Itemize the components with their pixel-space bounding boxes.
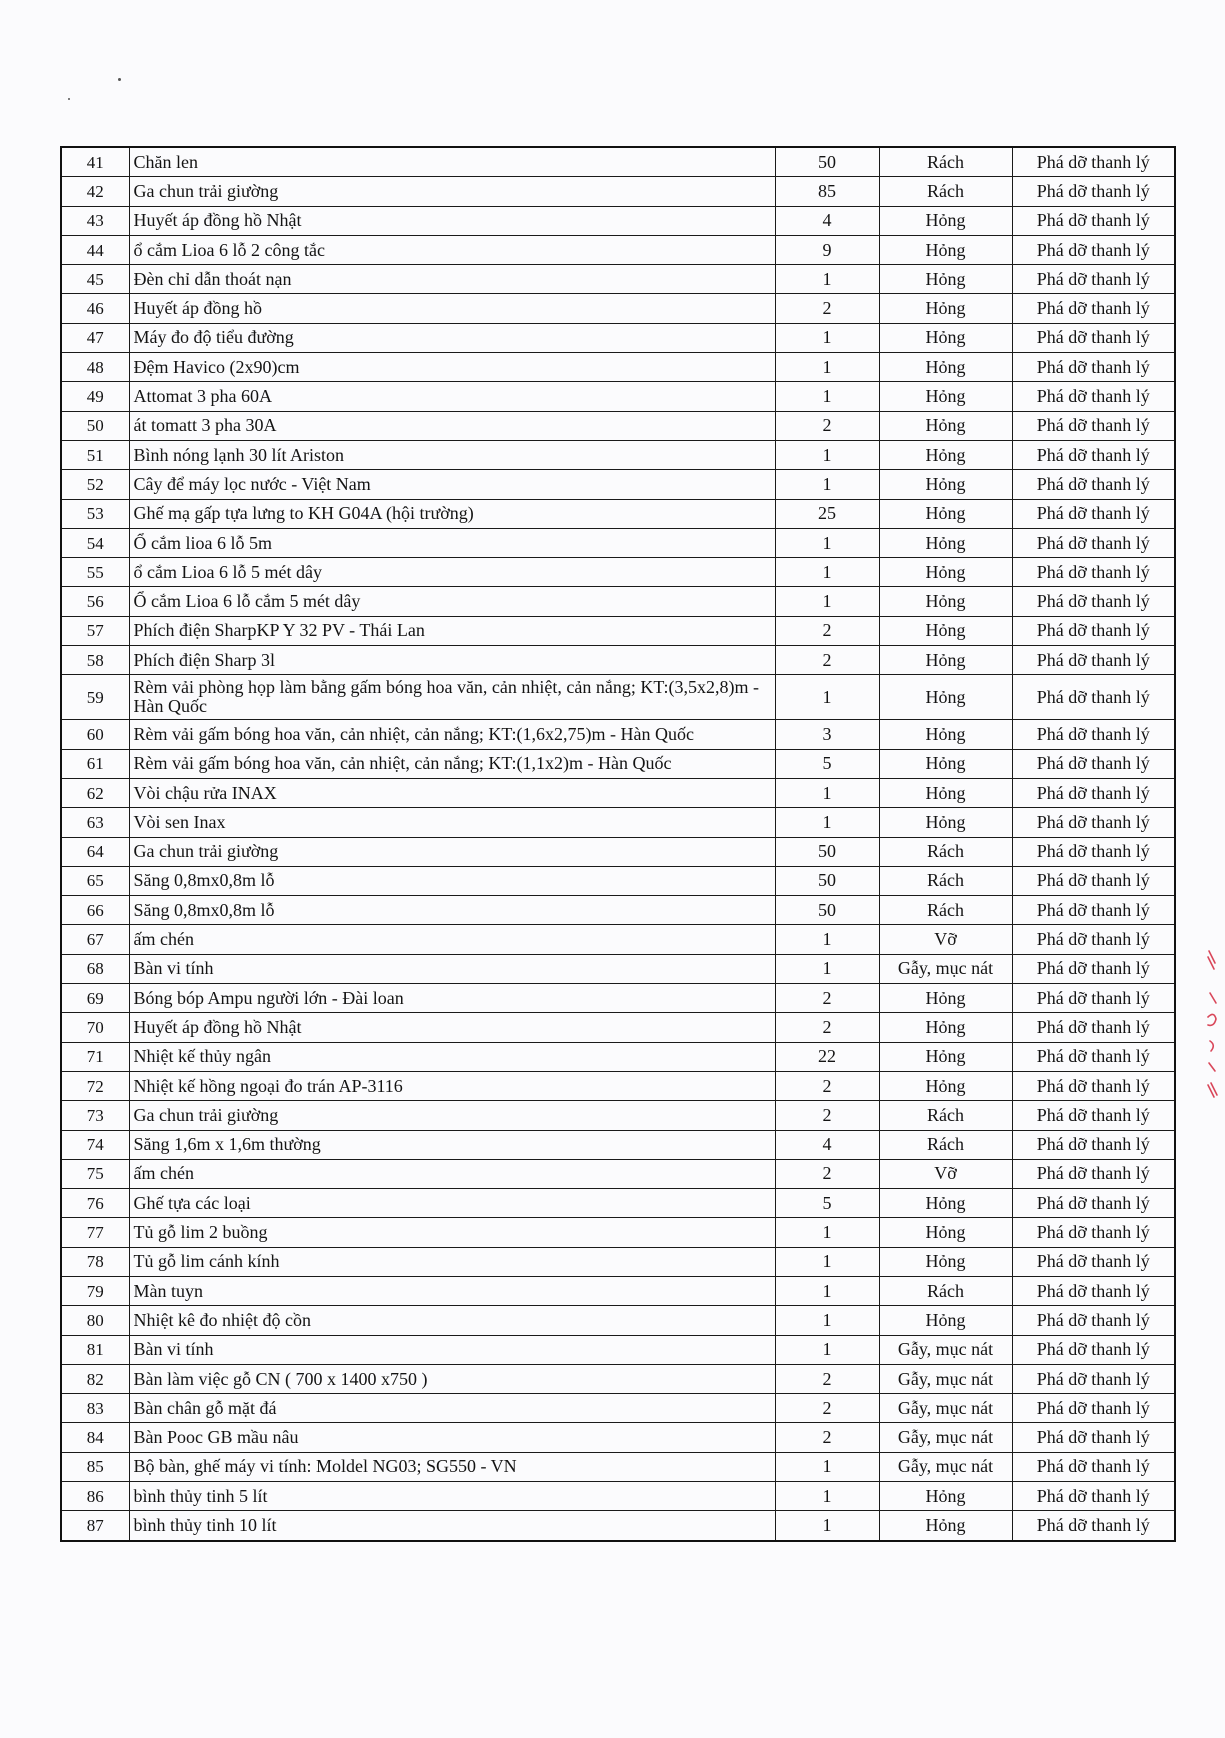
item-status: Hỏng [879,382,1012,411]
item-quantity: 2 [775,1101,879,1130]
item-name: Ga chun trải giường [129,177,775,206]
row-number: 56 [61,587,129,616]
item-action: Phá dỡ thanh lý [1012,1364,1175,1393]
item-status: Rách [879,177,1012,206]
item-action: Phá dỡ thanh lý [1012,837,1175,866]
item-status: Hỏng [879,1013,1012,1042]
row-number: 51 [61,440,129,469]
item-status: Hỏng [879,616,1012,645]
item-quantity: 50 [775,147,879,177]
item-quantity: 1 [775,808,879,837]
item-name: Săng 1,6m x 1,6m thường [129,1130,775,1159]
row-number: 86 [61,1482,129,1511]
item-status: Hỏng [879,808,1012,837]
table-row [61,353,1175,382]
item-quantity: 1 [775,1218,879,1247]
table-row [61,1306,1175,1335]
item-action: Phá dỡ thanh lý [1012,1071,1175,1100]
item-action: Phá dỡ thanh lý [1012,1189,1175,1218]
item-action: Phá dỡ thanh lý [1012,440,1175,469]
item-quantity: 2 [775,1013,879,1042]
item-action: Phá dỡ thanh lý [1012,925,1175,954]
table-row [61,1247,1175,1276]
table-row [61,177,1175,206]
item-quantity: 5 [775,1189,879,1218]
item-status: Hỏng [879,778,1012,807]
item-status: Hỏng [879,1042,1012,1071]
item-name: Ổ cắm lioa 6 lỗ 5m [129,528,775,557]
table-row [61,470,1175,499]
item-name: Máy đo độ tiểu đường [129,323,775,352]
item-status: Hỏng [879,1247,1012,1276]
item-name: Rèm vải gấm bóng hoa văn, cản nhiệt, cản nắng; KT:(1,6x2,75)m - Hàn Quốc [129,720,775,749]
item-action: Phá dỡ thanh lý [1012,984,1175,1013]
item-name: Huyết áp đồng hồ [129,294,775,323]
table-row [61,720,1175,749]
item-name: Màn tuyn [129,1276,775,1305]
row-number: 54 [61,528,129,557]
item-action: Phá dỡ thanh lý [1012,528,1175,557]
table-row [61,440,1175,469]
item-quantity: 1 [775,1511,879,1541]
row-number: 75 [61,1159,129,1188]
table-row [61,411,1175,440]
item-quantity: 1 [775,470,879,499]
item-name: ổ cắm Lioa 6 lỗ 2 công tắc [129,235,775,264]
row-number: 70 [61,1013,129,1042]
table-row [61,837,1175,866]
item-action: Phá dỡ thanh lý [1012,1511,1175,1541]
item-name: Ga chun trải giường [129,837,775,866]
row-number: 41 [61,147,129,177]
table-row [61,147,1175,177]
item-action: Phá dỡ thanh lý [1012,177,1175,206]
item-status: Hỏng [879,984,1012,1013]
item-action: Phá dỡ thanh lý [1012,1042,1175,1071]
asset-disposal-table [60,146,1176,1542]
table-row [61,675,1175,720]
item-name: Huyết áp đồng hồ Nhật [129,206,775,235]
item-action: Phá dỡ thanh lý [1012,1276,1175,1305]
item-name: Nhiệt kế thủy ngân [129,1042,775,1071]
table-row [61,1276,1175,1305]
item-status: Gẫy, mục nát [879,1452,1012,1481]
item-action: Phá dỡ thanh lý [1012,866,1175,895]
item-quantity: 2 [775,616,879,645]
row-number: 78 [61,1247,129,1276]
row-number: 64 [61,837,129,866]
item-action: Phá dỡ thanh lý [1012,749,1175,778]
table-row [61,1364,1175,1393]
row-number: 44 [61,235,129,264]
item-quantity: 1 [775,265,879,294]
item-quantity: 1 [775,778,879,807]
row-number: 82 [61,1364,129,1393]
table-row [61,528,1175,557]
item-quantity: 1 [775,675,879,720]
item-action: Phá dỡ thanh lý [1012,808,1175,837]
item-status: Gẫy, mục nát [879,1423,1012,1452]
item-status: Rách [879,1101,1012,1130]
item-name: Attomat 3 pha 60A [129,382,775,411]
item-status: Hỏng [879,1306,1012,1335]
row-number: 77 [61,1218,129,1247]
item-name: Ghế tựa các loại [129,1189,775,1218]
item-status: Hỏng [879,206,1012,235]
item-name: Bàn làm việc gỗ CN ( 700 x 1400 x750 ) [129,1364,775,1393]
item-action: Phá dỡ thanh lý [1012,411,1175,440]
item-action: Phá dỡ thanh lý [1012,235,1175,264]
row-number: 58 [61,646,129,675]
item-quantity: 1 [775,528,879,557]
table-row [61,235,1175,264]
item-action: Phá dỡ thanh lý [1012,1218,1175,1247]
item-name: Cây để máy lọc nước - Việt Nam [129,470,775,499]
row-number: 43 [61,206,129,235]
row-number: 72 [61,1071,129,1100]
table-row [61,323,1175,352]
item-action: Phá dỡ thanh lý [1012,1452,1175,1481]
item-name: Bàn vi tính [129,954,775,983]
item-name: Huyết áp đồng hồ Nhật [129,1013,775,1042]
table-row [61,896,1175,925]
table-row [61,778,1175,807]
row-number: 73 [61,1101,129,1130]
table-row [61,1482,1175,1511]
item-status: Hỏng [879,1218,1012,1247]
item-quantity: 1 [775,323,879,352]
row-number: 59 [61,675,129,720]
item-quantity: 1 [775,1276,879,1305]
item-action: Phá dỡ thanh lý [1012,616,1175,645]
row-number: 69 [61,984,129,1013]
item-status: Hỏng [879,558,1012,587]
item-quantity: 3 [775,720,879,749]
item-status: Hỏng [879,499,1012,528]
row-number: 85 [61,1452,129,1481]
item-action: Phá dỡ thanh lý [1012,1247,1175,1276]
item-name: Chăn len [129,147,775,177]
row-number: 80 [61,1306,129,1335]
item-action: Phá dỡ thanh lý [1012,720,1175,749]
item-name: Ga chun trải giường [129,1101,775,1130]
row-number: 53 [61,499,129,528]
row-number: 71 [61,1042,129,1071]
table-row [61,1130,1175,1159]
item-status: Gẫy, mục nát [879,954,1012,983]
item-action: Phá dỡ thanh lý [1012,206,1175,235]
item-quantity: 85 [775,177,879,206]
item-name: Nhiệt kế hồng ngoại đo trán AP-3116 [129,1071,775,1100]
item-status: Rách [879,866,1012,895]
item-status: Hỏng [879,646,1012,675]
item-action: Phá dỡ thanh lý [1012,1423,1175,1452]
row-number: 49 [61,382,129,411]
item-name: Săng 0,8mx0,8m lỗ [129,896,775,925]
item-action: Phá dỡ thanh lý [1012,1335,1175,1364]
item-quantity: 1 [775,382,879,411]
row-number: 46 [61,294,129,323]
item-action: Phá dỡ thanh lý [1012,1394,1175,1423]
table-row [61,1452,1175,1481]
table-row [61,558,1175,587]
row-number: 50 [61,411,129,440]
item-quantity: 1 [775,587,879,616]
item-action: Phá dỡ thanh lý [1012,558,1175,587]
item-status: Hỏng [879,749,1012,778]
item-name: ổ cắm Lioa 6 lỗ 5 mét dây [129,558,775,587]
item-action: Phá dỡ thanh lý [1012,1013,1175,1042]
table-row [61,646,1175,675]
item-name: Tủ gỗ lim 2 buồng [129,1218,775,1247]
row-number: 65 [61,866,129,895]
item-quantity: 1 [775,440,879,469]
item-status: Rách [879,837,1012,866]
row-number: 57 [61,616,129,645]
item-name: Đệm Havico (2x90)cm [129,353,775,382]
table-row [61,984,1175,1013]
row-number: 79 [61,1276,129,1305]
item-action: Phá dỡ thanh lý [1012,147,1175,177]
table-row [61,808,1175,837]
table-row [61,749,1175,778]
item-quantity: 4 [775,1130,879,1159]
item-action: Phá dỡ thanh lý [1012,1101,1175,1130]
item-quantity: 1 [775,1452,879,1481]
table-row [61,616,1175,645]
item-name: Bộ bàn, ghế máy vi tính: Moldel NG03; SG550 - VN [129,1452,775,1481]
row-number: 48 [61,353,129,382]
table-row [61,206,1175,235]
table-row [61,954,1175,983]
table-row [61,1071,1175,1100]
item-status: Hỏng [879,411,1012,440]
item-action: Phá dỡ thanh lý [1012,294,1175,323]
item-quantity: 25 [775,499,879,528]
red-margin-mark [1205,945,1219,1105]
item-quantity: 2 [775,1394,879,1423]
table-row [61,1394,1175,1423]
item-name: Ghế mạ gấp tựa lưng to KH G04A (hội trường) [129,499,775,528]
item-status: Rách [879,1130,1012,1159]
row-number: 62 [61,778,129,807]
item-quantity: 1 [775,954,879,983]
item-status: Gẫy, mục nát [879,1364,1012,1393]
table-row [61,294,1175,323]
item-quantity: 5 [775,749,879,778]
item-quantity: 50 [775,866,879,895]
table-row [61,382,1175,411]
item-quantity: 9 [775,235,879,264]
item-action: Phá dỡ thanh lý [1012,1130,1175,1159]
item-quantity: 1 [775,353,879,382]
item-quantity: 22 [775,1042,879,1071]
item-quantity: 1 [775,1482,879,1511]
item-action: Phá dỡ thanh lý [1012,1306,1175,1335]
row-number: 87 [61,1511,129,1541]
item-name: Phích điện SharpKP Y 32 PV - Thái Lan [129,616,775,645]
item-name: Rèm vải phòng họp làm bằng gấm bóng hoa văn, cản nhiệt, cản nắng; KT:(3,5x2,8)m - Hàn Quốc [129,675,775,720]
item-name: ấm chén [129,1159,775,1188]
item-quantity: 1 [775,1306,879,1335]
item-status: Gẫy, mục nát [879,1394,1012,1423]
item-action: Phá dỡ thanh lý [1012,675,1175,720]
item-action: Phá dỡ thanh lý [1012,587,1175,616]
item-name: Vòi sen Inax [129,808,775,837]
scan-speck [118,78,121,81]
item-quantity: 1 [775,1335,879,1364]
item-status: Hỏng [879,1511,1012,1541]
item-name: Bóng bóp Ampu người lớn - Đài loan [129,984,775,1013]
item-name: bình thủy tinh 5 lít [129,1482,775,1511]
row-number: 60 [61,720,129,749]
table-row [61,265,1175,294]
item-action: Phá dỡ thanh lý [1012,470,1175,499]
item-status: Rách [879,147,1012,177]
item-quantity: 50 [775,896,879,925]
item-status: Hỏng [879,265,1012,294]
row-number: 84 [61,1423,129,1452]
item-quantity: 2 [775,411,879,440]
row-number: 42 [61,177,129,206]
item-quantity: 1 [775,558,879,587]
table-row [61,499,1175,528]
item-status: Hỏng [879,720,1012,749]
table-row [61,925,1175,954]
item-action: Phá dỡ thanh lý [1012,353,1175,382]
table-body [61,147,1175,1541]
table-row [61,866,1175,895]
table-row [61,1042,1175,1071]
item-status: Hỏng [879,528,1012,557]
item-action: Phá dỡ thanh lý [1012,954,1175,983]
row-number: 45 [61,265,129,294]
item-action: Phá dỡ thanh lý [1012,265,1175,294]
table-row [61,1189,1175,1218]
item-action: Phá dỡ thanh lý [1012,646,1175,675]
table-row [61,1101,1175,1130]
item-quantity: 1 [775,925,879,954]
item-status: Hỏng [879,1071,1012,1100]
table-row [61,1511,1175,1541]
item-status: Hỏng [879,294,1012,323]
item-name: Ổ cắm Lioa 6 lỗ cắm 5 mét dây [129,587,775,616]
item-action: Phá dỡ thanh lý [1012,382,1175,411]
item-action: Phá dỡ thanh lý [1012,323,1175,352]
item-action: Phá dỡ thanh lý [1012,1482,1175,1511]
item-status: Hỏng [879,470,1012,499]
table-row [61,1423,1175,1452]
item-quantity: 4 [775,206,879,235]
item-name: bình thủy tinh 10 lít [129,1511,775,1541]
item-status: Hỏng [879,1189,1012,1218]
item-status: Rách [879,1276,1012,1305]
item-name: Bàn chân gỗ mặt đá [129,1394,775,1423]
item-status: Hỏng [879,587,1012,616]
table-row [61,587,1175,616]
row-number: 83 [61,1394,129,1423]
item-name: Đèn chỉ dẫn thoát nạn [129,265,775,294]
row-number: 47 [61,323,129,352]
row-number: 68 [61,954,129,983]
item-status: Gẫy, mục nát [879,1335,1012,1364]
item-status: Hỏng [879,1482,1012,1511]
item-quantity: 2 [775,1364,879,1393]
item-quantity: 2 [775,984,879,1013]
item-quantity: 2 [775,294,879,323]
item-status: Hỏng [879,353,1012,382]
table-row [61,1159,1175,1188]
item-name: Tủ gỗ lim cánh kính [129,1247,775,1276]
item-name: Nhiệt kê đo nhiệt độ cồn [129,1306,775,1335]
table-row [61,1335,1175,1364]
item-action: Phá dỡ thanh lý [1012,1159,1175,1188]
item-status: Hỏng [879,440,1012,469]
item-name: Phích điện Sharp 3l [129,646,775,675]
item-quantity: 2 [775,1071,879,1100]
row-number: 52 [61,470,129,499]
item-status: Vỡ [879,925,1012,954]
item-name: Bình nóng lạnh 30 lít Ariston [129,440,775,469]
row-number: 63 [61,808,129,837]
item-name: át tomatt 3 pha 30A [129,411,775,440]
row-number: 81 [61,1335,129,1364]
row-number: 61 [61,749,129,778]
item-name: Vòi chậu rửa INAX [129,778,775,807]
item-quantity: 2 [775,1159,879,1188]
item-name: ấm chén [129,925,775,954]
item-action: Phá dỡ thanh lý [1012,499,1175,528]
row-number: 74 [61,1130,129,1159]
item-action: Phá dỡ thanh lý [1012,778,1175,807]
item-quantity: 2 [775,1423,879,1452]
item-quantity: 50 [775,837,879,866]
item-status: Rách [879,896,1012,925]
row-number: 66 [61,896,129,925]
item-quantity: 1 [775,1247,879,1276]
table-row [61,1013,1175,1042]
item-status: Hỏng [879,323,1012,352]
item-status: Hỏng [879,675,1012,720]
table-row [61,1218,1175,1247]
item-name: Săng 0,8mx0,8m lỗ [129,866,775,895]
item-quantity: 2 [775,646,879,675]
item-status: Vỡ [879,1159,1012,1188]
item-name: Bàn vi tính [129,1335,775,1364]
item-name: Rèm vải gấm bóng hoa văn, cản nhiệt, cản nắng; KT:(1,1x2)m - Hàn Quốc [129,749,775,778]
scan-speck [68,98,70,100]
row-number: 76 [61,1189,129,1218]
item-status: Hỏng [879,235,1012,264]
row-number: 55 [61,558,129,587]
item-name: Bàn Pooc GB mầu nâu [129,1423,775,1452]
row-number: 67 [61,925,129,954]
item-action: Phá dỡ thanh lý [1012,896,1175,925]
